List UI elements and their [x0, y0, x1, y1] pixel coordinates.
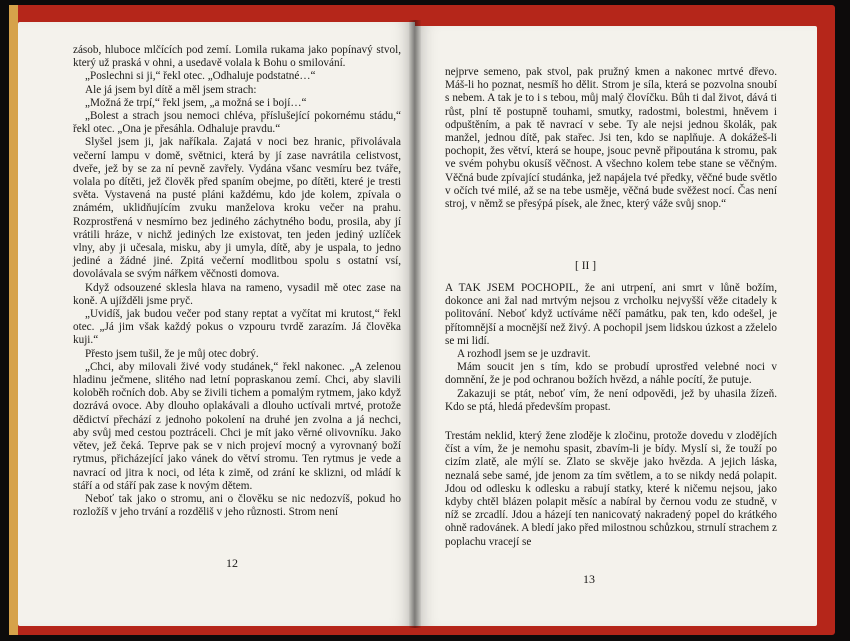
paragraph: „Poslechni si ji,“ řekl otec. „Odhaluje podstatné…“	[85, 70, 316, 83]
section-heading: [ II ]	[575, 260, 597, 272]
paragraph: Přesto jsem tušil, že je můj otec dobrý.	[85, 347, 259, 360]
paragraph: Když odsouzené sklesla hlava na rameno, vysadil mě otec zase na koně. A ujížděli jsme pryč.	[73, 281, 401, 307]
page-number: 12	[226, 556, 238, 570]
left-page	[18, 22, 415, 626]
left-page-text	[73, 44, 401, 519]
right-page	[415, 26, 817, 626]
paragraph: Mám soucit jen s tím, kdo se probudí uprostřed velebné noci v domnění, že je pod ochranou božích hvězd, a náhle pocítí, že putuje.	[445, 361, 777, 387]
paragraph: „Chci, aby milovali živé vody studánek,“ řekl nakonec. „A zelenou hladinu ječmene, slitého nad letní popraskanou zemí. Chci, aby slavili koloběh ročních dob. Aby se živili tichem a pomalým rytmem, jako když dozrává ovoce. Aby dlouho oplakávali a dlouho uctívali mrtvé, protože dědictví přechází z jednoho pokolení na druhé jen zvolna a já nechci, aby svůj med cestou poztráceli. Chci je mít jako věrné olivovníku. Jako větev, jež čeká. Teprve pak se v nich projeví mocný a vyrovnaný boží rytmus, přicházející jako vánek do větví stromu. Ten rytmus je vede a navrací od jitra k noci, od léta k zimě, od zrání ke sklizni, od mládí k stáří a od stáří pak zase k novým dětem.	[73, 360, 401, 492]
cover-edge	[9, 5, 18, 635]
paragraph: Slyšel jsem ji, jak naříkala. Zajatá v noci bez hranic, přivolávala večerní lampu v domě, světnici, která by jí zase navrátila celistvost, dveře, jež by se za ní pevně zavřely. Vydána všanc vesmíru bez tváře, volala po dítěti, jež člověk před spaním obejme, po dítěti, které je tresti světa. Vystavená na pusté pláni každému, kdo jde kolem, zpívala o známém, uklidňujícím zvuku manželova kroku večer na prahu. Rozprostřená v nesmírno bez jediného záchytného bodu, prosila, aby jí vrátili hráze, v nichž jediných lze existovat, ten jeden jediný uzlíček vlny, aby ji učesala, misku, aby ji umyla, dítě, aby je uspala, to jedno jediné a žádné jiné. Zpitá večerní modlitbou spolu s ostatní vsí, dovolávala se svým nářkem věčnosti domova.	[73, 136, 401, 281]
paragraph: Neboť tak jako o stromu, ani o člověku se nic nedozvíš, pokud ho rozložíš v jeho trvání a rozděliš v jeho různosti. Strom není	[73, 492, 401, 519]
page-number: 13	[583, 572, 595, 586]
paragraph: „Uvidíš, jak budou večer pod stany reptat a vyčítat mi krutost,“ řekl otec. „Já jim však každý pokus o vzpouru tvrdě zarazím. Já člověka kuji.“	[73, 308, 401, 347]
paragraph: Ale já jsem byl dítě a měl jsem strach:	[85, 83, 257, 96]
paragraph: zásob, hluboce mlčících pod zemí. Lomila rukama jako popínavý stvol, který už praská v ohni, a usedavě volala k Bohu o smilování.	[73, 44, 401, 70]
paragraph: Zakazuji se ptát, neboť vím, že není odpovědi, jež by uhasila žízeň. Kdo se ptá, hledá především propast.	[445, 387, 777, 413]
paragraph: Trestám neklid, který žene zloděje k zločinu, protože dovedu v zlodějích číst a vím, že je nemohu spasit, zbavím-li je bídy. Myslí si, že touží po cizím zlatě, ale mýlí se. Zlato se skvěje jako hvězda. A jejich láska, neznalá sebe samé, jde jenom za tím světlem, a to se nikdy nedá polapit. Jdou od odlesku k odlesku a rabují statky, které k ničemu nejsou, jako kdyby chtěl blázen polapit měsíc a nabíral by černou vodu ze studně, v níž se zrcadlí. Jdou a házejí ten nanicovatý nakradený popel do krátkého ohně radovánek. A bledí jako před milostnou schůzkou, strnulí strachem z poplachu vracejí se	[445, 430, 777, 548]
paragraph: A rozhodl jsem se je uzdravit.	[457, 348, 591, 361]
paragraph: „Možná že trpí,“ řekl jsem, „a možná se i bojí…“	[85, 96, 307, 109]
paragraph: „Bolest a strach jsou nemoci chléva, příslušející pokornému stádu,“ řekl otec. „Ona je přesáhla. Odhaluje pravdu.“	[73, 110, 401, 136]
book-gutter	[409, 20, 421, 628]
paragraph: A TAK JSEM POCHOPIL, že ani utrpení, ani smrt v lůně božím, dokonce ani žal nad mrtvým nejsou z vrcholku nejvyšší věže citadely k politování. Neboť když uctíváme něčí památku, pak ten, kdo odešel, je přítomnější a mocnější než živý. A pochopil jsem lidskou úzkost a zželelo se mi lidí.	[445, 282, 777, 347]
right-page-text-bottom	[445, 430, 777, 549]
paragraph: nejprve semeno, pak stvol, pak pružný kmen a nakonec mrtvé dřevo. Máš-li ho poznat, nesmíš ho dělit. Strom je síla, která se pozvolna snoubí s nebem. A tak je to i s tebou, můj malý človíčku. Bůh ti dal život, dává ti růst, plní tě postupně touhami, smutky, radostmi, bolestmi, hněvem i odpuštěním, a pak tě navrací v sebe. Ty ale nejsi jednou školák, pak manžel, jednou dítě, pak stařec. Jsi ten, kdo se naplňuje. A dokážeš-li pochopit, žes větví, která se houpe, jsouc pevně připoutána k stromu, pak ve svém pohybu okusíš věčnost. A všechno kolem tebe stane se věčným. Věčná bude zpívající studánka, jež napájela tvé předky, věčné bude světlo v očích tvé milé, až se na tebe usměje, věčná bude svěžest nocí. Čas není stroj, v němž se přesýpá písek, ale žnec, který váže svůj snop.“	[445, 66, 777, 211]
right-page-text-top	[445, 66, 777, 211]
right-page-text-mid	[445, 282, 777, 414]
